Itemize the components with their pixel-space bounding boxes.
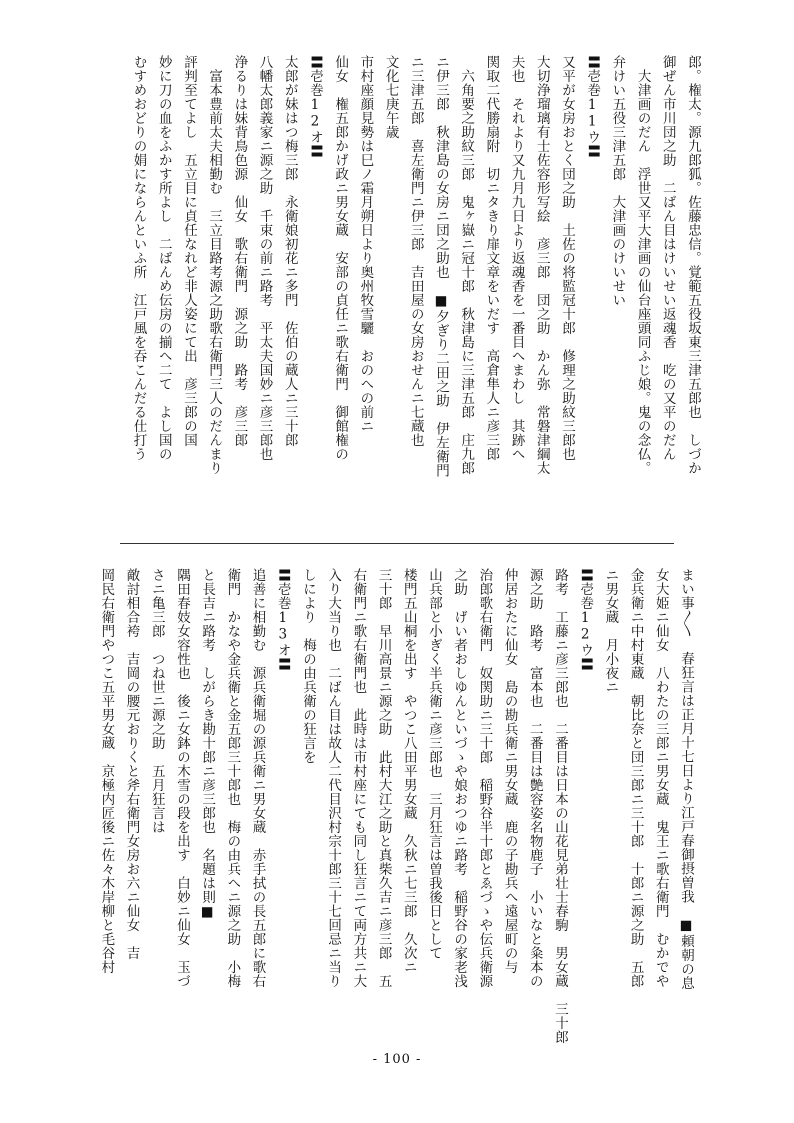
text-column: まい事〳〵 春狂言は正月十七日より江戸春御摂曽我 ■頼朝の息 xyxy=(678,568,694,990)
text-column: 評判至てよし 五立目に貞任なれど非人姿にて出 彦三郎の国 xyxy=(180,55,197,447)
text-column: 入り大当り也 二ばん目は故人二代目沢村宗十郎三十七回忌ニ当り xyxy=(325,568,342,988)
text-column: 夫也 それより又九月九日より返魂香を一番目へまわし 其跡へ xyxy=(508,55,525,461)
section-divider xyxy=(120,543,674,544)
text-column: 之助 げい者おしゆんといづゝや娘おつゆニ路考 稲野谷の家老浅 xyxy=(451,568,468,988)
text-column: 仙女 権五郎かげ政ニ男女蔵 安部の貞任ニ歌右衛門 御館権の xyxy=(332,55,349,461)
text-column: さニ亀三郎 つね世ニ源之助 五月狂言は xyxy=(148,568,165,834)
text-column: 妙に刀の血をふかす所よし 二ばんめ伝房の揃へ二て よし国の xyxy=(155,55,172,461)
lower-text-block xyxy=(93,568,698,1044)
text-column: 〓壱巻12ウ〓 xyxy=(577,568,594,671)
text-column: 敵討相合袴 吉岡の腰元おりくと斧右衛門女房お六ニ仙女 吉 xyxy=(123,568,140,960)
text-column: 隅田春妓女容性也 後ニ女鉢の木雪の段を出す 白妙ニ仙女 玉づ xyxy=(173,568,190,988)
text-column: 山兵部と小ぎく半兵衛ニ彦三郎也 三月狂言は曽我後日として xyxy=(425,568,442,960)
text-column: 浄るりは妹背鳥色源 仙女 歌右衛門 源之助 路考 彦三郎 xyxy=(231,55,248,447)
text-column: 仲居おたに仙女 島の勘兵衛ニ男女蔵 鹿の子勘兵へ遠屋町の与 xyxy=(501,568,518,974)
text-column: 路考 工藤ニ彦三郎也 二番目は日本の山花見弟壮士春駒 男女蔵 三十郎 xyxy=(551,568,568,1044)
text-column: と長吉ニ路考 しがらき勘十郎ニ彦三郎也 名題は則■ xyxy=(199,568,216,921)
text-column: 〓壱巻13オ〓 xyxy=(274,568,291,671)
text-column: 八幡太郎義家ニ源之助 千束の前ニ路考 平太夫国妙ニ彦三郎也 xyxy=(256,55,273,461)
text-column: 岡民右衛門やつこ五平男女蔵 京極内匠後ニ佐々木岸柳と毛谷村 xyxy=(98,568,115,974)
text-column: 市村座顔見勢は巳ノ霜月朔日より奥州牧雪驪 おのへの前ニ xyxy=(357,55,374,433)
text-column: 追善に相勤む 源兵衛堀の源兵衛ニ男女蔵 赤手拭の長五郎に歌右 xyxy=(249,568,266,988)
text-column: ニ伊三郎 秋津島の女房ニ団之助也 ■夕ぎり二田之助 伊左衛門 xyxy=(432,55,449,478)
text-column: 大津画のだん 浮世又平大津画の仙台座頭同ふじ娘。鬼の念仏。 xyxy=(634,55,651,475)
text-column: 〓壱巻12オ〓 xyxy=(306,55,323,158)
text-column: 女大姫ニ仙女 八わたの三郎ニ男女蔵 鬼王ニ歌右衛門 むかでや xyxy=(652,568,669,988)
text-column: 金兵衛ニ中村東蔵 朝比奈と団三郎ニ三十郎 十郎ニ源之助 五郎 xyxy=(627,568,644,988)
text-column: 太郎が妹はつ梅三郎 永衛娘初花ニ多門 佐伯の蔵人ニ三十郎 xyxy=(281,55,298,447)
text-column: 郎。権太。源九郎狐。佐藤忠信。覚範五役坂東三津五郎也 しづか xyxy=(685,55,701,475)
text-column: 源之助 路考 富本也 二番目は艶容姿名物鹿子 小いなと粂本の xyxy=(526,568,543,988)
text-column: 文化七庚午歳 xyxy=(382,55,399,139)
text-column: 楼門五山桐を出す やつこ八田平男女蔵 久秋ニ七三郎 久次ニ xyxy=(400,568,417,974)
text-column: 大切浄瑠璃有士佐容形写絵 彦三郎 団之助 かん弥 常磐津綱太 xyxy=(533,55,550,475)
text-column: 三十郎 早川高景ニ源之助 此村大江之助と真柴久吉ニ彦三郎 五 xyxy=(375,568,392,988)
text-column: 関取二代勝扇附 切ニタきり扉文章をいだす 高倉隼人ニ彦三郎 xyxy=(483,55,500,461)
text-column: むすめおどりの娟にならんといふ所 江戸風を吞こんだる仕打う xyxy=(130,55,147,461)
text-column: しにより 梅の由兵衛の狂言を xyxy=(299,568,316,764)
text-column: ニ三津五郎 喜左衛門ニ伊三郎 吉田屋の女房おせんニ七蔵也 xyxy=(407,55,424,447)
text-column: 六角要之助紋三郎 鬼ヶ嶽ニ冠十郎 秋津島に三津五郎 庄九郎 xyxy=(458,55,475,475)
text-column: 富本豊前太夫相勤む 三立目路考源之助歌右衛門三人のだんまり xyxy=(206,55,223,475)
page-number: - 100 - xyxy=(372,1052,422,1067)
text-column: 弁けい五役三津五郎 大津画のけいせい xyxy=(609,55,626,307)
text-column: 御ぜん市川団之助 二ばん目はけいせい返魂香 吃の又平のだん xyxy=(659,55,676,461)
text-column: 〓壱巻11ウ〓 xyxy=(584,55,601,158)
text-column: ニ男女蔵 月小夜ニ xyxy=(602,568,619,694)
upper-text-block xyxy=(125,55,705,515)
text-column: 又平が女房おとく団之助 土佐の将監冠十郎 修理之助紋三郎也 xyxy=(558,55,575,461)
text-column: 治郎歌右衛門 奴関助ニ三十郎 稲野谷半十郎とゑづゝや伝兵衛源 xyxy=(476,568,493,988)
text-column: 右衛門ニ歌右衛門也 此時は市村座にても同し狂言ニて両方共ニ大 xyxy=(350,568,367,988)
text-column: 衛門 かなや金兵衛と金五郎三十郎也 梅の由兵へニ源之助 小梅 xyxy=(224,568,241,988)
